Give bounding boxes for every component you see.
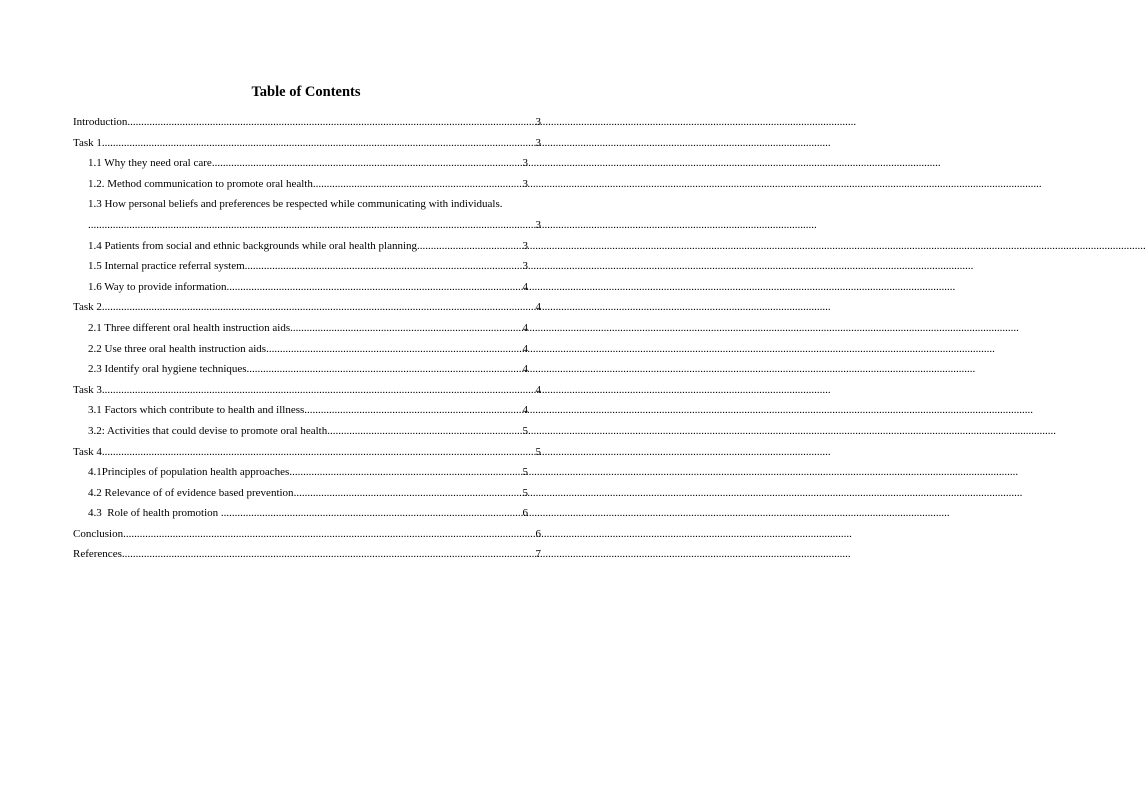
toc-page-number: 3 xyxy=(535,116,541,128)
toc-leader-dots xyxy=(212,153,523,174)
toc-page-number: 4 xyxy=(522,404,528,417)
toc-entry-text: 4.3 Role of health promotion xyxy=(88,507,221,520)
toc-entry-text: Task 2 xyxy=(73,301,102,314)
toc-entry-conclusion[interactable] xyxy=(73,524,541,545)
toc-page-number: 4 xyxy=(522,363,528,376)
toc-entry-2-2[interactable] xyxy=(88,339,528,360)
toc-leader-dots xyxy=(327,421,522,442)
toc-entry-1-2[interactable] xyxy=(88,174,528,195)
toc-entry-text: 1.5 Internal practice referral system xyxy=(88,260,245,273)
toc-entry-1-3[interactable] xyxy=(88,194,541,215)
toc-leader-dots xyxy=(102,442,536,463)
toc-entry-1-1[interactable] xyxy=(88,153,528,174)
toc-leader-dots xyxy=(289,462,522,483)
toc-entry-1-6[interactable] xyxy=(88,277,528,298)
toc-entry-text: Task 3 xyxy=(73,383,102,396)
toc-page-number: 3 xyxy=(522,239,528,252)
toc-leader-dots xyxy=(88,215,536,236)
toc-page-number: 5 xyxy=(522,486,528,499)
toc-entry-3-1[interactable] xyxy=(88,400,528,421)
toc-page-number: 3 xyxy=(522,157,528,170)
toc-entry-1-5[interactable] xyxy=(88,256,528,277)
toc-entry-text: 2.3 Identify oral hygiene techniques xyxy=(88,363,247,376)
toc-entry-text: 1.2. Method communication to promote oral health xyxy=(88,177,313,190)
toc-entry-text: 3.1 Factors which contribute to health and illness xyxy=(88,404,305,417)
toc-entry-text: 1.1 Why they need oral care xyxy=(88,157,212,170)
toc-page-number: 4 xyxy=(522,342,528,355)
toc-entry-introduction[interactable] xyxy=(73,112,541,133)
toc-entry-text: 2.2 Use three oral health instruction aids xyxy=(88,342,267,355)
toc-page-number: 4 xyxy=(535,301,541,314)
toc-entry-2-1[interactable] xyxy=(88,318,528,339)
toc-entry-2-3[interactable] xyxy=(88,359,528,380)
toc-page-number: 4 xyxy=(535,383,541,396)
toc-leader-dots xyxy=(294,483,523,504)
toc-entry-text: 2.1 Three different oral health instruction aids xyxy=(88,321,291,334)
toc-entry-text: References xyxy=(73,548,122,561)
toc-leader-dots xyxy=(227,277,523,298)
toc-leader-dots xyxy=(245,256,523,277)
toc-entry-task-3[interactable] xyxy=(73,380,541,401)
toc-leader-dots xyxy=(221,503,523,524)
toc-page-number: 5 xyxy=(522,424,528,437)
toc-entry-task-2[interactable] xyxy=(73,297,541,318)
toc-leader-dots xyxy=(102,133,536,154)
toc-page-number: 6 xyxy=(535,527,541,540)
toc-page-number: 7 xyxy=(535,548,541,561)
toc-entry-text: 1.4 Patients from social and ethnic backgrounds while oral health planning xyxy=(88,239,418,252)
toc-entry-4-3[interactable] xyxy=(88,503,528,524)
toc-entry-text: Task 1 xyxy=(73,136,102,149)
toc-leader-dots xyxy=(122,544,536,565)
toc-leader-dots xyxy=(290,318,522,339)
toc-leader-dots xyxy=(102,297,536,318)
toc-entry-1-3-continuation[interactable] xyxy=(88,215,541,236)
toc-entry-1-4[interactable] xyxy=(88,236,528,257)
toc-entry-text: 4.2 Relevance of of evidence based prevention xyxy=(88,486,294,499)
toc-leader-dots xyxy=(127,112,535,133)
toc-entry-text: 1.3 How personal beliefs and preferences be respected while communicating with individuals. xyxy=(88,198,503,211)
toc-page-number: 6 xyxy=(522,507,528,520)
toc-leader-dots xyxy=(417,236,522,257)
toc-leader-dots xyxy=(304,400,522,421)
toc-entry-4-2[interactable] xyxy=(88,483,528,504)
toc-leader-dots xyxy=(313,174,523,195)
toc-page-number: 5 xyxy=(535,445,541,458)
toc-entry-text: Conclusion xyxy=(73,527,124,540)
toc-entry-text: 3.2: Activities that could devise to promote oral health xyxy=(88,424,328,437)
toc-list xyxy=(73,112,541,565)
toc-entry-references[interactable] xyxy=(73,544,541,565)
toc-page-number: 3 xyxy=(535,136,541,149)
toc-page-number: 5 xyxy=(522,466,528,479)
toc-leader-dots xyxy=(266,339,522,360)
toc-leader-dots xyxy=(123,524,535,545)
toc-entry-text: 1.6 Way to provide information xyxy=(88,280,227,293)
toc-entry-3-2[interactable] xyxy=(88,421,528,442)
toc-page-number: 3 xyxy=(522,260,528,273)
toc-page-number: 3 xyxy=(535,218,541,231)
toc-entry-task-1[interactable] xyxy=(73,133,541,154)
toc-page-number: 3 xyxy=(522,177,528,190)
toc-page-number: 4 xyxy=(522,280,528,293)
toc-entry-text: 4.1Principles of population health approaches xyxy=(88,466,290,479)
toc-entry-4-1[interactable] xyxy=(88,462,528,483)
toc-page-number: 4 xyxy=(522,321,528,334)
toc-leader-dots xyxy=(247,359,523,380)
toc-entry-text: Task 4 xyxy=(73,445,102,458)
toc-title: Table of Contents xyxy=(251,84,361,100)
toc-entry-text: Introduction xyxy=(73,116,128,128)
toc-entry-task-4[interactable] xyxy=(73,442,541,463)
toc-leader-dots xyxy=(102,380,536,401)
